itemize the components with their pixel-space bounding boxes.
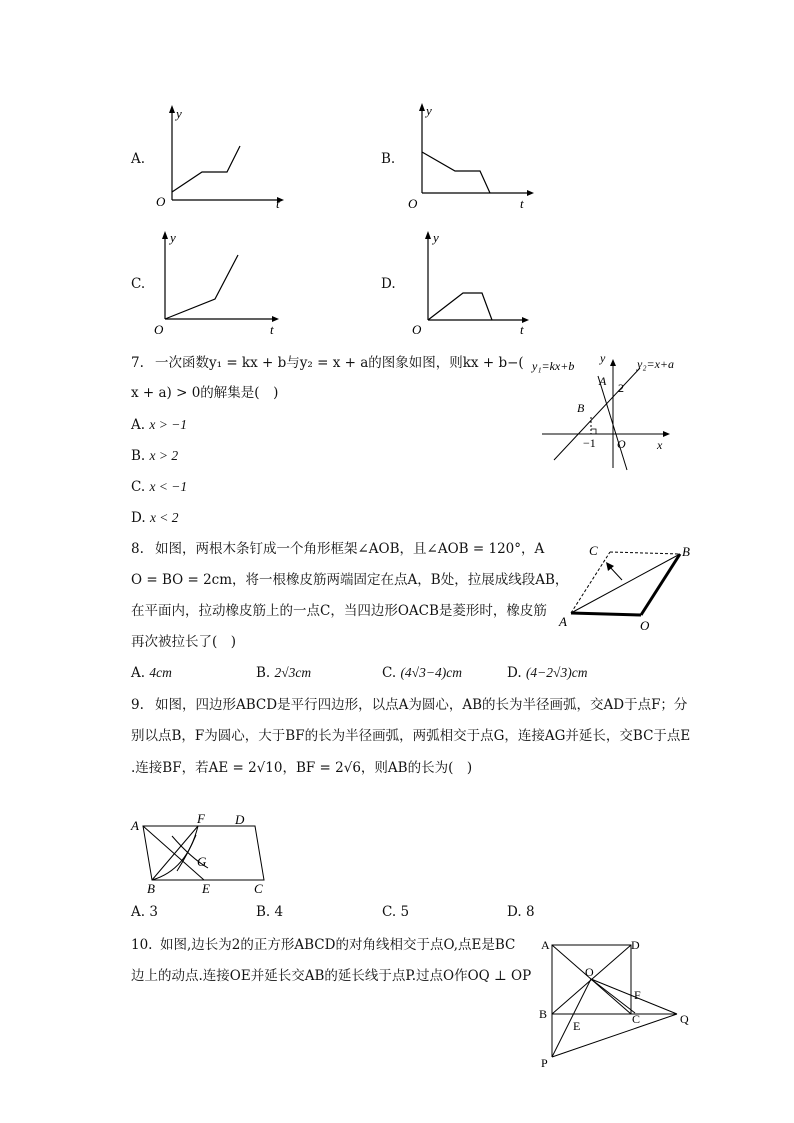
option-text: (4−2√3)cm	[525, 665, 588, 680]
point-g-label: G	[197, 854, 207, 869]
point-c-label: C	[254, 881, 263, 896]
graph-line	[172, 146, 240, 192]
q9-text-line2: 别以点B，F为圆心，大于BF的长为半径画弧，两弧相交于点G，连接AG并延长，交BC于点E	[131, 728, 691, 744]
segment-ac	[571, 552, 610, 613]
option-text: 8	[525, 904, 535, 920]
y-axis-arrow	[419, 103, 425, 111]
right-angle-mark	[591, 429, 596, 434]
q9-text-line3: .连接BF，若AE = 2√10，BF = 2√6，则AB的长为( )	[131, 760, 473, 776]
option-label: D.	[507, 904, 522, 920]
point-c-label: C	[589, 543, 598, 558]
option-text: x < 2	[149, 510, 179, 525]
q9-option-a	[131, 904, 158, 920]
y1-label: y₁=kx+b	[532, 359, 575, 373]
q8-text-line4: 再次被拉长了( )	[131, 634, 237, 650]
q9-option-c	[382, 904, 409, 920]
point-e-label: E	[202, 881, 210, 896]
y-axis-arrow	[425, 231, 431, 239]
point-d-label: D	[631, 938, 640, 952]
q9-option-d	[507, 904, 535, 920]
option-label: B.	[131, 448, 146, 464]
y-label: y	[170, 230, 176, 245]
option-label: A.	[131, 904, 146, 920]
option-text: 4cm	[149, 665, 172, 680]
point-a-label: A	[599, 374, 607, 388]
q10-text-line2: 边上的动点.连接OE并延长交AB的延长线于点P.过点O作OQ ⊥ OP	[131, 968, 532, 984]
option-label: D.	[131, 510, 146, 526]
q10-number: 10.	[131, 937, 153, 953]
q10-figure	[535, 935, 700, 1075]
point-o-label: O	[585, 965, 594, 979]
option-text: 3	[149, 904, 158, 920]
q8-text-line2: O = BO = 2cm，将一根橡皮筋两端固定在点A，B处，拉展成线段AB，	[131, 572, 569, 588]
q6-option-c-label: C.	[131, 276, 146, 292]
y-axis-arrow	[169, 105, 175, 113]
point-b-label: B	[577, 401, 585, 415]
option-label: B.	[256, 665, 271, 681]
segment-ae	[143, 826, 204, 880]
q9-figure	[125, 808, 275, 898]
point-f-label: F	[197, 811, 205, 826]
arc-center-f	[177, 835, 196, 871]
point-e-label: E	[573, 1019, 581, 1033]
option-label: C.	[382, 665, 397, 681]
q6-graph-c	[150, 226, 290, 338]
graph-line	[165, 255, 238, 319]
parallelogram-abcd	[143, 826, 264, 880]
point-p-label: P	[541, 1056, 548, 1070]
point-q-label: Q	[680, 1012, 689, 1026]
x-axis-arrow	[527, 190, 534, 196]
q7-option-a	[131, 417, 187, 433]
option-text: (4√3−4)cm	[400, 665, 462, 680]
option-label: A.	[131, 417, 146, 433]
q7-text-line2: x + a) > 0的解集是( )	[131, 385, 279, 401]
point-c-label: C	[632, 1012, 641, 1026]
y-label: y	[600, 351, 606, 365]
origin-label: O	[408, 196, 418, 211]
point-a-label: A	[541, 938, 550, 952]
point-b-label: B	[682, 544, 690, 559]
q6-option-a-label: A.	[131, 151, 146, 167]
graph-line	[422, 152, 490, 193]
y-label: y	[433, 230, 439, 245]
q8-option-b	[256, 665, 311, 681]
point-b-label: B	[147, 881, 155, 896]
segment-bf	[152, 826, 198, 880]
t-label: t	[270, 322, 274, 337]
q6-graph-d	[400, 226, 540, 338]
option-text: x < −1	[149, 479, 188, 494]
q7-text-line1: 一次函数y₁ = kx + b与y₂ = x + a的图象如图，则kx + b−(	[155, 355, 524, 371]
y-axis-arrow	[610, 359, 616, 366]
y-axis-arrow	[162, 231, 168, 239]
origin-label: O	[412, 322, 422, 337]
option-text: 4	[274, 904, 284, 920]
q10-text-line1: 如图,边长为2的正方形ABCD的对角线相交于点O,点E是BC	[160, 937, 516, 953]
segment-ao	[571, 613, 641, 615]
q6-option-d-label: D.	[381, 276, 396, 292]
q7-number: 7.	[131, 355, 144, 371]
point-b-label: B	[539, 1007, 548, 1021]
q8-figure	[552, 538, 702, 633]
q9-number: 9.	[131, 697, 144, 713]
q8-option-a	[131, 665, 172, 681]
point-d-label: D	[235, 812, 245, 827]
two-label: 2	[618, 381, 624, 395]
option-label: B.	[256, 904, 271, 920]
q9-text-line1: 如图，四边形ABCD是平行四边形，以点A为圆心，AB的长为半径画弧，交AD于点F；分	[155, 697, 688, 713]
graph-line	[428, 293, 492, 320]
q8-text-line3: 在平面内，拉动橡皮筋上的一点C，当四边形OACB是菱形时，橡皮筋	[131, 603, 547, 619]
x-label: x	[657, 438, 663, 452]
origin-label: O	[154, 322, 164, 337]
option-text: x > 2	[149, 448, 179, 463]
q7-option-c	[131, 479, 187, 495]
y-label: y	[426, 103, 432, 118]
segment-ob	[641, 554, 680, 615]
option-label: C.	[382, 904, 397, 920]
q8-option-d	[507, 665, 587, 681]
q6-graph-b	[400, 100, 540, 212]
origin-label: O	[617, 437, 626, 451]
line-y2	[554, 368, 640, 460]
option-text: x > −1	[149, 417, 188, 432]
y-label: y	[176, 106, 182, 121]
option-text: 2√3cm	[274, 665, 312, 680]
q8-option-c	[382, 665, 462, 681]
option-text: 5	[400, 904, 410, 920]
q7-figure	[530, 350, 710, 475]
option-label: D.	[507, 665, 522, 681]
segment-ab	[571, 554, 680, 613]
q7-option-b	[131, 448, 178, 464]
q7-option-d	[131, 510, 179, 526]
segment-of	[591, 979, 635, 1013]
t-label: t	[276, 196, 280, 211]
segment-cb	[610, 552, 680, 554]
point-o-label: O	[640, 618, 650, 633]
q8-text-line1: 如图，两根木条钉成一个角形框架∠AOB，且∠AOB = 120°，A	[155, 541, 545, 557]
minus-one-label: −1	[583, 436, 596, 450]
y2-label: y₂=x+a	[637, 357, 675, 371]
x-axis-arrow	[663, 431, 670, 437]
point-a-label: A	[559, 614, 567, 629]
t-label: t	[520, 322, 524, 337]
point-f-label: F	[634, 988, 641, 1002]
origin-label: O	[156, 194, 166, 209]
option-label: C.	[131, 479, 146, 495]
point-a-label: A	[131, 818, 139, 833]
q6-graph-a	[150, 100, 290, 212]
q9-option-b	[256, 904, 283, 920]
t-label: t	[520, 196, 524, 211]
q6-option-b-label: B.	[381, 151, 396, 167]
q8-number: 8.	[131, 541, 144, 557]
option-label: A.	[131, 665, 146, 681]
